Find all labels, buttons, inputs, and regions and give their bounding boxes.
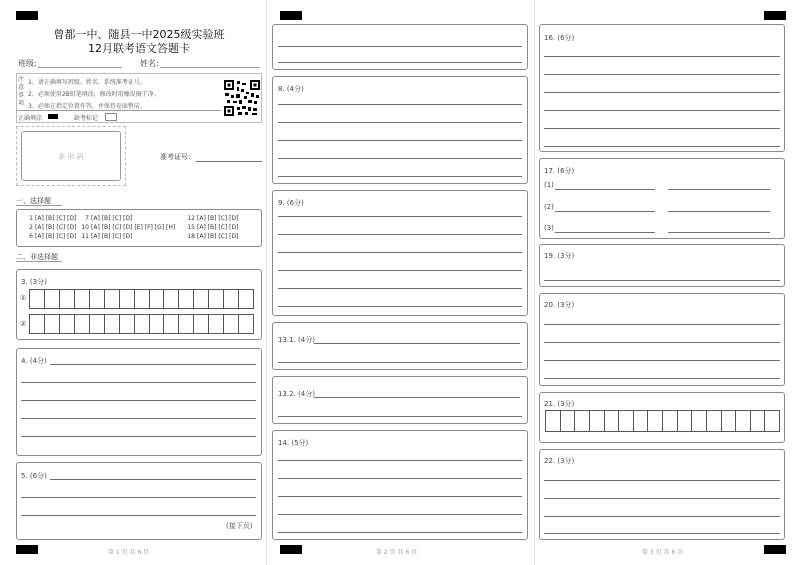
class-field[interactable] (38, 67, 122, 68)
character-grid-row-1[interactable] (29, 289, 254, 309)
mc-question[interactable]: 12 [A] [B] [C] [D] (187, 215, 239, 222)
notice-item: 2、必须使用2B铅笔填涂，修改时用橡皮擦干净。 (28, 91, 160, 98)
answer-line[interactable] (278, 478, 522, 479)
answer-line[interactable] (544, 280, 780, 281)
name-label: 姓名: (140, 59, 159, 68)
character-grid[interactable] (545, 410, 780, 432)
row-marker: ② (20, 320, 27, 328)
positioning-mark (280, 11, 302, 20)
answer-line[interactable] (50, 479, 256, 480)
answer-line[interactable] (544, 56, 780, 57)
question-label: 8. (4分) (278, 85, 304, 93)
answer-line[interactable] (544, 324, 780, 325)
column-divider (266, 0, 267, 565)
answer-line[interactable] (544, 128, 780, 129)
absent-mark-checkbox[interactable] (105, 113, 117, 121)
answer-line[interactable] (544, 360, 780, 361)
barcode-label: 条 形 码 (58, 153, 84, 161)
question-label: 13.1. (4分) (278, 336, 315, 344)
answer-box-q9 (272, 190, 528, 316)
answer-line[interactable] (544, 516, 780, 517)
answer-line[interactable] (668, 211, 770, 212)
answer-line[interactable] (668, 189, 770, 190)
answer-line[interactable] (544, 110, 780, 111)
positioning-mark (764, 545, 786, 554)
column-divider (534, 0, 535, 565)
answer-line[interactable] (21, 400, 256, 401)
answer-line[interactable] (278, 234, 522, 235)
answer-line[interactable] (278, 252, 522, 253)
divider (16, 205, 62, 206)
answer-box-q17 (539, 158, 785, 239)
question-label: 20. (3分) (544, 301, 575, 309)
divider (16, 110, 221, 111)
mc-question[interactable]: 7 [A] [B] [C] [D] (85, 215, 133, 222)
answer-line[interactable] (278, 176, 522, 177)
question-label: 4. (4分) (21, 357, 47, 365)
positioning-mark (16, 545, 38, 554)
answer-line[interactable] (21, 436, 256, 437)
exam-id-label: 准考证号： (160, 153, 195, 161)
answer-line[interactable] (278, 270, 522, 271)
answer-line[interactable] (314, 397, 520, 398)
answer-line[interactable] (278, 46, 522, 47)
fill-sample (48, 114, 58, 119)
answer-line[interactable] (278, 532, 522, 533)
character-grid-row-2[interactable] (29, 314, 254, 334)
mc-question[interactable]: 10 [A] [B] [C] [D] [E] [F] [G] [H] (81, 224, 176, 231)
name-field[interactable] (160, 67, 260, 68)
fill-correct-label: 正确填涂 (18, 115, 43, 122)
mc-question[interactable]: 2 [A] [B] [C] [D] (29, 224, 77, 231)
answer-line[interactable] (21, 418, 256, 419)
page-number: 第 1 页 共 6 页 (108, 549, 150, 556)
notice-item: 3、必须在指定位置作答，并保持卷面整洁。 (28, 103, 146, 110)
answer-line[interactable] (278, 362, 522, 363)
answer-line[interactable] (544, 342, 780, 343)
answer-line[interactable] (544, 146, 780, 147)
sub-question-label: (2) (544, 203, 554, 211)
page-number: 第 2 页 共 6 页 (376, 549, 418, 556)
answer-line[interactable] (278, 216, 522, 217)
answer-line[interactable] (278, 288, 522, 289)
question-label: 22. (3分) (544, 457, 575, 465)
section-title-written: 二、非选择题 (16, 253, 58, 261)
mc-question[interactable]: 1 [A] [B] [C] [D] (29, 215, 77, 222)
answer-line[interactable] (278, 158, 522, 159)
answer-line[interactable] (555, 232, 655, 233)
answer-box-continued (272, 24, 528, 70)
answer-line[interactable] (278, 460, 522, 461)
answer-line[interactable] (544, 378, 780, 379)
qr-code (224, 80, 260, 116)
mc-question[interactable]: 18 [A] [B] [C] [D] (187, 233, 239, 240)
answer-line[interactable] (544, 498, 780, 499)
answer-line[interactable] (21, 515, 256, 516)
answer-box-q20 (539, 293, 785, 386)
continue-note: (接下页) (226, 522, 253, 530)
answer-line[interactable] (544, 480, 780, 481)
answer-line[interactable] (278, 62, 522, 63)
answer-box-q16 (539, 24, 785, 152)
answer-line[interactable] (314, 343, 520, 344)
answer-line[interactable] (278, 306, 522, 307)
exam-id-field[interactable] (196, 161, 262, 162)
class-label: 班级: (18, 59, 37, 68)
answer-line[interactable] (21, 382, 256, 383)
answer-line[interactable] (278, 140, 522, 141)
question-label: 14. (5分) (278, 439, 309, 447)
positioning-mark (280, 545, 302, 554)
page-number: 第 3 页 共 6 页 (642, 549, 684, 556)
answer-line[interactable] (555, 211, 655, 212)
positioning-mark (16, 11, 38, 20)
sub-question-label: (1) (544, 181, 554, 189)
mc-question[interactable]: 6 [A] [B] [C] [D] (29, 233, 77, 240)
notice-item: 1、请正确填写班级、姓名、系统准考证号。 (28, 79, 146, 86)
question-label: 9. (6分) (278, 199, 304, 207)
answer-line[interactable] (278, 514, 522, 515)
sub-question-label: (3) (544, 224, 554, 232)
answer-line[interactable] (668, 232, 770, 233)
sheet-title-line1: 曾都一中、随县一中2025级实验班 (53, 28, 225, 41)
answer-line[interactable] (544, 74, 780, 75)
answer-line[interactable] (555, 189, 655, 190)
positioning-mark (764, 11, 786, 20)
question-label: 13.2. (4分) (278, 390, 315, 398)
section-title-mc: 一、选择题 (16, 197, 51, 205)
question-label: 17. (6分) (544, 167, 575, 175)
answer-line[interactable] (544, 533, 780, 534)
answer-line[interactable] (278, 416, 522, 417)
answer-line[interactable] (278, 104, 522, 105)
mc-question[interactable]: 15 [A] [B] [C] [D] (187, 224, 239, 231)
question-label: 3. (3分) (21, 278, 47, 286)
answer-box-q8 (272, 76, 528, 184)
answer-line[interactable] (544, 92, 780, 93)
question-label: 21. (3分) (544, 400, 575, 408)
question-label: 5. (6分) (21, 472, 47, 480)
answer-line[interactable] (21, 497, 256, 498)
mc-question[interactable]: 11 [A] [B] [C] [D] (81, 233, 133, 240)
notice-side-label: 注意事项 (18, 76, 25, 107)
answer-line[interactable] (278, 496, 522, 497)
question-label: 19. (3分) (544, 252, 575, 260)
divider (16, 261, 62, 262)
sheet-title-line2: 12月联考语文答题卡 (88, 42, 190, 55)
row-marker: ① (20, 294, 27, 302)
answer-line[interactable] (50, 364, 256, 365)
answer-line[interactable] (278, 122, 522, 123)
answer-box-q14 (272, 430, 528, 540)
answer-box-q22 (539, 449, 785, 540)
absent-mark-label: 缺考标记 (74, 115, 99, 122)
question-label: 16. (6分) (544, 34, 575, 42)
